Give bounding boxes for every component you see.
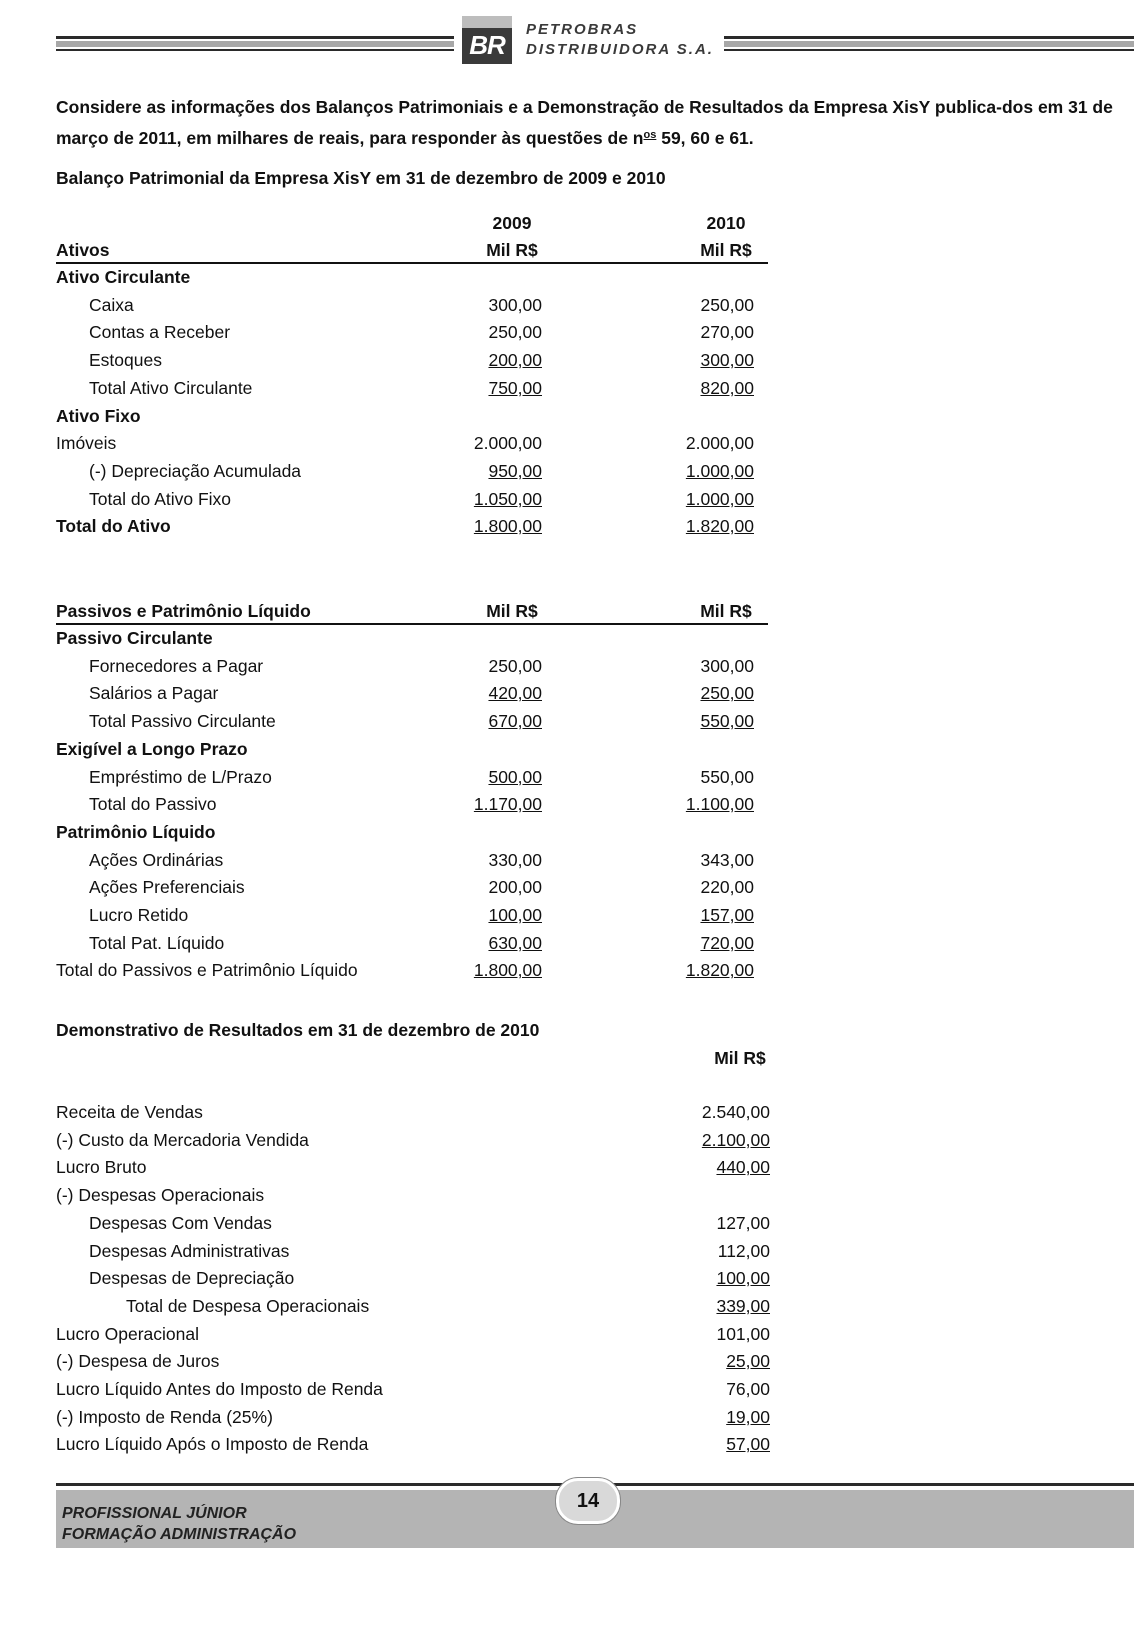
row-label: Despesas de Depreciação [89, 1268, 295, 1289]
value-year2: 1.000,00 [685, 460, 754, 481]
table-row [56, 433, 776, 460]
table-row [56, 1379, 776, 1406]
row-label: Ações Preferenciais [89, 877, 245, 898]
value-year2: 300,00 [700, 350, 754, 371]
table-row [56, 767, 776, 794]
assets-header-rule [56, 262, 768, 264]
row-label: Passivo Circulante [56, 628, 213, 648]
table-row [56, 1296, 776, 1323]
value-year1: 670,00 [488, 711, 542, 732]
table-row [56, 1241, 776, 1268]
value-year2: 550,00 [700, 711, 754, 732]
row-label: Total Passivo Circulante [89, 711, 276, 732]
row-label: Total do Ativo [56, 516, 171, 537]
value: 57,00 [726, 1434, 770, 1455]
page-number: 14 [556, 1478, 620, 1524]
row-label: Salários a Pagar [89, 683, 219, 704]
table-row [56, 960, 776, 987]
footer-line-2: FORMAÇÃO ADMINISTRAÇÃO [62, 1526, 297, 1543]
value: 100,00 [716, 1268, 770, 1289]
row-label: Empréstimo de L/Prazo [89, 766, 272, 787]
balance-sheet-title: Balanço Patrimonial da Empresa XisY em 31 de dezembro de 2009 e 2010 [56, 168, 666, 188]
table-row [56, 267, 776, 294]
row-label: Lucro Bruto [56, 1157, 147, 1178]
table-row [56, 1130, 776, 1157]
table-row [56, 877, 776, 904]
value-year1: 200,00 [488, 877, 542, 898]
table-row [56, 1157, 776, 1184]
value-year2: 820,00 [700, 377, 754, 398]
row-label: Total do Ativo Fixo [89, 488, 232, 509]
value-year1: 300,00 [488, 294, 542, 315]
row-label: (-) Depreciação Acumulada [89, 460, 302, 481]
table-row [56, 1434, 776, 1461]
value-year2: 1.100,00 [685, 794, 754, 815]
value: 2.540,00 [701, 1102, 770, 1122]
row-label: Lucro Líquido Antes do Imposto de Renda [56, 1379, 383, 1399]
header-rule-right-top [724, 36, 1134, 39]
unit-header-2: Mil R$ [700, 240, 752, 260]
row-label: Ações Ordinárias [89, 849, 224, 870]
table-row [56, 739, 776, 766]
table-row [56, 489, 776, 516]
table-row [56, 322, 776, 349]
row-label: (-) Despesa de Juros [56, 1351, 220, 1372]
footer-text [62, 1503, 296, 1545]
table-row [56, 822, 776, 849]
row-label: Lucro Retido [89, 905, 189, 925]
header-rule-left-grey [56, 41, 454, 47]
br-logo [462, 16, 512, 64]
value-year2: 1.820,00 [685, 516, 754, 537]
liabilities-header: Passivos e Patrimônio Líquido [56, 601, 311, 621]
row-label: (-) Custo da Mercadoria Vendida [56, 1129, 309, 1150]
company-line-1: PETROBRAS [526, 21, 639, 38]
row-label: (-) Despesas Operacionais [56, 1185, 265, 1206]
footer-line-1: PROFISSIONAL JÚNIOR [62, 1505, 247, 1522]
value-year1: 250,00 [488, 655, 542, 676]
liabilities-header-rule [56, 623, 768, 625]
value: 19,00 [726, 1406, 770, 1427]
row-label: Lucro Operacional [56, 1323, 199, 1344]
table-row [56, 1407, 776, 1434]
value-year2: 250,00 [700, 683, 754, 704]
row-label: Total do Passivo [89, 794, 217, 815]
header-rule-right-bottom [724, 49, 1134, 51]
income-statement-title: Demonstrativo de Resultados em 31 de dezembro de 2010 [56, 1020, 540, 1040]
table-row [56, 628, 776, 655]
table-row [56, 683, 776, 710]
value-year1: 950,00 [488, 460, 542, 481]
value-year2: 2.000,00 [685, 433, 754, 454]
year1-header: 2009 [492, 213, 532, 233]
header-rule-right-grey [724, 41, 1134, 47]
value-year2: 720,00 [700, 932, 754, 953]
unit-header-1: Mil R$ [486, 240, 538, 260]
value: 127,00 [716, 1212, 770, 1233]
intro-paragraph: Considere as informações dos Balanços Patrimoniais e a Demonstração de Resultados da Empresa XisY publica-dos em 31 de março de 2011, em milhares de reais, para responder às questões de $n^{os}$ 59, 60 e 61. [56, 97, 1113, 148]
table-row [56, 406, 776, 433]
row-label: Ativo Circulante [56, 267, 191, 287]
value: 112,00 [717, 1240, 770, 1261]
income-unit-header: Mil R$ [714, 1048, 766, 1068]
value-year2: 1.000,00 [685, 488, 754, 509]
row-label: Patrimônio Líquido [56, 821, 216, 842]
table-row [56, 794, 776, 821]
assets-header: Ativos [56, 240, 110, 260]
value-year2: 250,00 [700, 294, 754, 315]
table-row [56, 1324, 776, 1351]
value-year2: 300,00 [700, 655, 754, 676]
table-row [56, 295, 776, 322]
table-row [56, 350, 776, 377]
table-row [56, 378, 776, 405]
company-line-2: DISTRIBUIDORA S.A. [526, 41, 714, 58]
value-year1: 250,00 [488, 322, 542, 343]
table-row [56, 711, 776, 738]
value-year1: 100,00 [488, 905, 542, 925]
value-year2: 270,00 [700, 322, 754, 343]
row-label: Caixa [89, 294, 134, 315]
row-label: (-) Imposto de Renda (25%) [56, 1406, 273, 1427]
row-label: Total Ativo Circulante [89, 377, 253, 398]
value-year2: 550,00 [700, 766, 754, 787]
table-row [56, 850, 776, 877]
value-year2: 157,00 [700, 905, 754, 925]
value: 2.100,00 [701, 1129, 770, 1150]
value-year1: 1.050,00 [473, 488, 542, 509]
row-label: Total de Despesa Operacionais [126, 1295, 370, 1316]
row-label: Lucro Líquido Após o Imposto de Renda [56, 1434, 369, 1455]
row-label: Receita de Vendas [56, 1102, 203, 1122]
row-label: Fornecedores a Pagar [89, 655, 264, 676]
table-row [56, 905, 776, 932]
value-year1: 630,00 [488, 932, 542, 953]
company-name [526, 20, 714, 60]
row-label: Despesas Administrativas [89, 1240, 290, 1261]
row-label: Exigível a Longo Prazo [56, 738, 248, 759]
value-year1: 1.800,00 [473, 960, 542, 981]
table-row [56, 1351, 776, 1378]
value: 339,00 [716, 1295, 770, 1316]
value-year1: 750,00 [488, 377, 542, 398]
value-year1: 420,00 [488, 683, 542, 704]
row-label: Total do Passivos e Patrimônio Líquido [56, 960, 358, 981]
row-label: Despesas Com Vendas [89, 1212, 272, 1233]
value-year2: 343,00 [700, 849, 754, 870]
table-row [56, 1268, 776, 1295]
table-row [56, 1213, 776, 1240]
table-row [56, 933, 776, 960]
table-row [56, 516, 776, 543]
value: 25,00 [726, 1351, 770, 1372]
row-label: Imóveis [56, 433, 117, 454]
row-label: Total Pat. Líquido [89, 932, 225, 953]
br-logo-text: BR [469, 30, 505, 60]
year2-header: 2010 [706, 213, 746, 233]
superscript: os [643, 129, 657, 141]
unit-header-4: Mil R$ [700, 601, 752, 621]
table-row [56, 461, 776, 488]
value: 101,00 [716, 1323, 770, 1344]
row-label: Estoques [89, 350, 162, 371]
value-year2: 1.820,00 [685, 960, 754, 981]
value-year1: 1.800,00 [473, 516, 542, 537]
row-label: Contas a Receber [89, 322, 231, 343]
table-row [56, 656, 776, 683]
table-row [56, 1102, 776, 1129]
value-year2: 220,00 [700, 877, 754, 898]
value-year1: 500,00 [488, 766, 542, 787]
header-rule-left-top [56, 36, 454, 39]
table-row [56, 1185, 776, 1212]
value-year1: 200,00 [488, 350, 542, 371]
row-label: Ativo Fixo [56, 405, 141, 426]
value-year1: 2.000,00 [473, 433, 542, 454]
unit-header-3: Mil R$ [486, 601, 538, 621]
value: 440,00 [716, 1157, 770, 1178]
value-year1: 330,00 [488, 849, 542, 870]
value: 76,00 [726, 1379, 770, 1399]
header-rule-left-bottom [56, 49, 454, 51]
value-year1: 1.170,00 [473, 794, 542, 815]
